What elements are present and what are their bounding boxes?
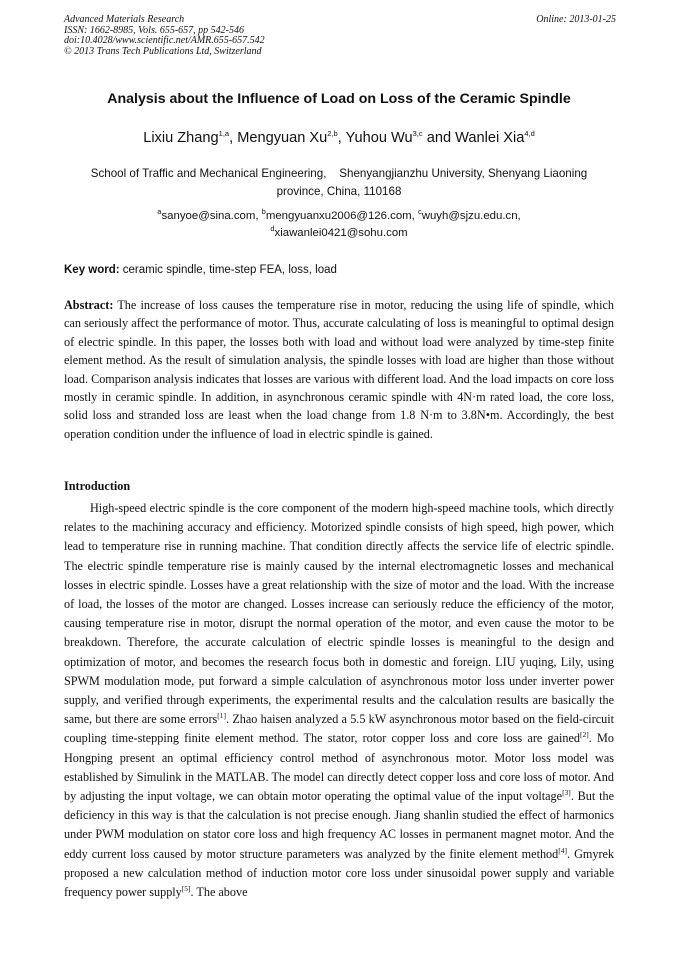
email-mark: a <box>157 207 162 217</box>
abstract-text: The increase of loss causes the temperature rise in motor, reducing the using life of spindle, which can seriously affect the performance of motor. Thus, accurate calculating of loss is meaningful to optimal design of electric spindle. In this paper, the losses both with load and without load were analyzed by time-step finite element method. As the result of simulation analysis, the spindle losses with load are higher than those without load. Comparison analysis indicates that losses are various with different load. And the load impacts on core loss mostly in ceramic spindle. In addition, in asynchronous ceramic spindle with 4N·m rated load, the core loss, solid loss and stranded loss are least when the load change from 1.8 N·m to 3.8N•m. Accordingly, the best operation condition under the influence of load in electric spindle is gained. <box>64 298 614 441</box>
author-separator: , <box>337 130 346 146</box>
affiliation-line: School of Traffic and Mechanical Engineering, Shenyangjianzhu University, Shenyang Liaoning <box>90 167 588 180</box>
author-name: Wanlei Xia <box>455 130 525 146</box>
introduction-paragraph <box>64 499 614 902</box>
keywords-label: Key word: <box>64 264 120 276</box>
intro-text: . Mo Hongping present an optimal efficiency control method of asynchronous motor. Motor loss model was established by Simulink in the MATLAB. The model can directly detect copper loss and core loss of motor. And by adjusting the input voltage, we can obtain motor operating the optimal value of the input voltage <box>64 731 614 804</box>
online-date: Online: 2013-01-25 <box>536 14 616 25</box>
intro-text: High-speed electric spindle is the core component of the modern high-speed machine tools, which directly relates to the machining accuracy and efficiency. Motorized spindle consists of high speed, high power, which lead to temperature rise in running machine. That condition directly affects the service life of electric spindle. The electric spindle temperature rise is mainly caused by the internal electromagnetic losses and mechanical losses in electric spindle. Losses have a great relationship with the size of motor and the load. With the increase of load, the losses of the motor are changed. Losses increase can seriously reduce the efficiency of the motor, causing temperature rise in motor, disrupt the normal operation of the motor, and even cause the motor to be breakdown. Therefore, the accurate calculation of electric spindle losses is meaningful to the design and optimization of motor, and becomes the research focus both in domestic and foreign. LIU yuqing, Lily, using SPWM modulation mode, put forward a simple calculation of asynchronous motor loss under inverter power supply, and verified through experiments, the experimental results and the calculation results are basically the same, but there are some errors <box>64 501 614 727</box>
email: xiawanlei0421@sohu.com <box>274 227 408 239</box>
email-mark: d <box>270 224 275 234</box>
email: sanyoe@sina.com, <box>161 210 262 222</box>
citation-ref: [3] <box>562 787 571 797</box>
author-affil-mark: 2,b <box>327 129 338 139</box>
citation-ref: [4] <box>558 845 567 855</box>
paper-title: Analysis about the Influence of Load on Loss of the Ceramic Spindle <box>107 91 571 107</box>
author-separator: and <box>422 130 456 146</box>
issn: ISSN: 1662-8985, Vols. 655-657, pp 542-546 <box>64 24 244 36</box>
citation-ref: [1] <box>217 711 227 721</box>
author-affil-mark: 3,c <box>412 129 423 139</box>
email-mark: c <box>418 207 422 217</box>
email-mark: b <box>261 207 266 217</box>
intro-text: . Gmyrek proposed a new calculation method of induction motor core loss under sinusoidal power supply and variable frequency power supply <box>64 846 615 900</box>
citation-ref: [2] <box>580 730 589 740</box>
author-name: Yuhou Wu <box>345 130 413 146</box>
intro-text: . The above <box>190 885 248 900</box>
email: mengyuanxu2006@126.com, <box>265 210 418 222</box>
email: wuyh@sjzu.edu.cn, <box>421 210 521 222</box>
journal-name: Advanced Materials Research <box>64 14 185 25</box>
author-affil-mark: 1,a <box>218 129 230 139</box>
author-separator: , <box>229 130 238 146</box>
abstract-label: Abstract: <box>64 298 114 312</box>
abstract <box>64 296 614 443</box>
keywords <box>64 264 616 276</box>
journal-header <box>64 15 616 57</box>
author-name: Lixiu Zhang <box>143 130 219 146</box>
section-heading: Introduction <box>64 479 131 493</box>
author-affil-mark: 4,d <box>524 129 535 139</box>
affiliation-line: province, China, 110168 <box>276 185 402 198</box>
citation-ref: [5] <box>181 884 191 893</box>
author-list <box>30 130 648 146</box>
doi: doi:10.4028/www.scientific.net/AMR.655-657.542 <box>64 35 265 46</box>
copyright: © 2013 Trans Tech Publications Ltd, Switzerland <box>64 45 262 57</box>
affiliation <box>64 165 614 201</box>
intro-text: . But the deficiency in this way is that the calculation is not precise enough. Jiang shanlin studied the effect of harmonics under PWM modulation on stator core loss and high frequency AC losses in permanent magnet motor. And the eddy current loss caused by motor structure parameters was analyzed by the finite element method <box>64 789 614 861</box>
author-name: Mengyuan Xu <box>237 130 328 146</box>
author-emails <box>64 208 614 242</box>
keywords-text: ceramic spindle, time-step FEA, loss, load <box>119 264 337 276</box>
intro-text: . Zhao haisen analyzed a 5.5 kW asynchronous motor based on the field-circuit coupling time-stepping finite element method. The stator, rotor copper loss and core loss are gained <box>64 712 615 746</box>
